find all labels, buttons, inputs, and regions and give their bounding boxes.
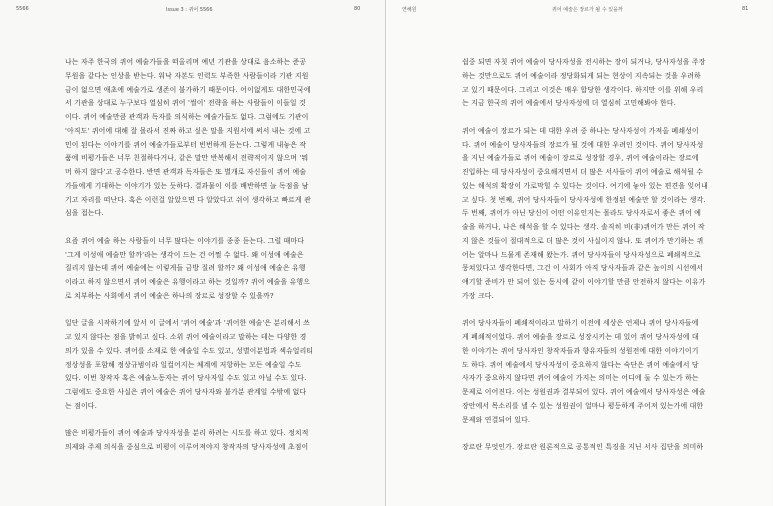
right-page [386,0,772,506]
running-head [386,6,772,18]
paragraph: 요즘 퀴어 예술 하는 사람들이 너무 많다는 이야기를 종종 듣는다. 그럴 때마다 '그게 이성애 예술만 할까'라는 생각이 드는 건 어쩔 수 없다. 왜 이성애 예술은 질리지 않는데 퀴어 예술에는 이렇게들 금방 질려 할까? 왜 이성애 예술은 유행 이라고 하지 않으면서 퀴어 예술은 유행이라고 하는 것일까? 퀴어 예술을 유행으 로 치부하는 사회에서 퀴어 예술은 하나의 장르로 성장할 수 있을까? [65,236,311,300]
paragraph: 퀴어 당사자들이 폐쇄적이라고 말하기 이전에 세상은 언제나 퀴어 당사자들에 게 폐쇄적이었다. 퀴어 예술을 장르로 성장시키는 데 있어 퀴어 당사자성에 대 한 이야기는 퀴어 당사자인 창작자들과 향유자들의 성원전에 대한 이야기이기 도 하다. 퀴어 예술에서 당사자성이 중요하지 않다는 숙단은 퀴어 예술에서 당 사자가 중요하지 않다면 퀴어 예술이 가지는 의미는 어디에 둘 수 있는가 하는 문제로 이어진다. 이는 성원권과 결부되어 있다. 퀴어 예술에서 당사자성은 예술 장안에서 목소리를 낼 수 있는 성원권이 얼마나 평등하게 주어져 있는가에 대한 문제와 연결되어 있다. [462,319,706,424]
paragraph: 퀴어 예술이 장르가 되는 데 대한 우려 중 하나는 당사자성이 가져올 폐쇄성이 다. 퀴어 예술이 당사자들의 장르가 될 것에 대한 우려인 것이다. 퀴어 당사자성 을 지닌 예술가들로 퀴어 예술이 장르로 성장할 경우, 퀴어 예술이라는 장르에 진입하는 데 당사자성이 중요해지면서 더 많은 서사들이 퀴어 예술로 해석될 수 있는 해석의 확장이 가로막힐 수 있다는 것이다. 여기에 놓아 있는 편견을 잊어내 고 싶다. 첫 번째, 퀴어 당사자들이 당사자성에 한정된 예술만 할 것이라는 생각. 두 번째, 퀴어가 아닌 당신이 어떤 이유인지는 몰라도 당사자로서 좋은 퀴어 예 술을 하거나, 나은 해석을 할 수 있다는 생각. 솔직히 비(非)퀴어가 만든 퀴어 작 지 않은 것들이 절대적으로 더 많은 것이 사실이지 않나. 또 퀴어가 만기하는 퀴 어는 알마나 드물게 존재해 왔는가. 퀴어 당사자들이 당사자성으로 폐쇄적으로 뭉쳐있다고 생각한다면, 그건 이 사회가 아직 당사자들과 같은 높이의 시선에서 얘기할 준비가 안 되어 있는 동시에 같이 이야기할 만큼 안전하지 않다는 이유가 가장 크다. [462,126,708,300]
issue-label: Issue 3 : 퀴어 5566 [166,7,213,13]
body-text [65,56,323,469]
paragraph: 쉽중 되면 자칫 퀴어 예술이 당사자성을 전시하는 장이 되거나, 당사자성을 주장 하는 것만으로도 퀴어 예술이라 정당화되게 되는 현상이 지속되는 것을 우려하 고 있기 때문이다. 그리고 이것은 매우 합당한 생각이다. 하지만 이를 위해 우리 는 지금 한국의 퀴어 예술에서 당사자성에 더 열심히 고민해봐야 한다. [462,58,706,108]
body-text [462,56,724,469]
article-title: 퀴어 예술은 장르가 될 수 있을까 [552,7,623,13]
page-number: 80 [354,6,361,12]
paragraph: 일단 글을 시작하기에 앞서 이 글에서 '퀴어 예술'과 '퀴어한 예술'은 분리해서 쓰 고 있지 않다는 점을 밝히고 싶다. 소위 퀴어 예술이라고 말하는 데는 다양한 경 의가 있을 수 있다. 퀴어를 소재로 한 예술일 수도 있고, 성별이분법과 섹슈얼리티 정상성을 포함해 정상규범이라 일컬어지는 체계에 저항하는 모든 예술일 수도 있다. 이번 창작자 혹은 예술노동자는 퀴어 당사자일 수도 있고 아닐 수도 있다. 그럼에도 중요한 사실은 퀴어 예술은 퀴어 당사자와 불가분 관계일 수밖에 없다 는 점이다. [65,319,314,410]
author-label: 연해원 [402,7,417,13]
page-number: 81 [742,6,749,12]
paragraph: 많은 비평가들이 퀴어 예술과 당사자성을 분리 하려는 시도를 하고 있다. 정치적 의제와 주제 의식을 중심으로 비평이 이루어져야지 창작자의 당사자성에 초점이 [65,429,309,451]
left-page [0,0,386,506]
running-head [0,6,385,18]
paragraph: 나는 자주 한국의 퀴어 예술가들을 떠올리며 예년 기관을 상대로 음소하는 준공 무원을 같다는 인상을 받는다. 워낙 자본도 인력도 부족한 사람들이라 기관 지원 금이 없으면 애초에 예술가로 생존이 불가하기 때문이다. 어이없게도 대한민국에 서 기관을 상대로 누구보다 열심히 퀴어 '썰이' 전략을 하는 사람들이 이들일 것 이다. 퀴어 예술만큼 관객과 독자를 의식하는 예술가들도 없다. 그럼에도 기관이 '아직도' 퀴어에 대해 잘 몰라서 진짜 하고 싶은 말을 지원서에 써서 내는 것에 고 민이 된다는 이야기를 퀴어 예술가들로부터 빈번하게 듣는다. 그렇게 내놓은 작 품에 비평가들은 너무 친절하다거나, 같은 말만 반복해서 전략적이지 않으며 '뭐 머 하지 않다'고 공수한다. 반면 관객과 독자들은 또 별개로 자신들이 퀴어 예술 가들에게 기대하는 이야기가 있는 듯하다. 결과물이 이를 배반하면 늘 독점을 남 기고 자리를 떠난다. 혹은 이런걸 알았으면 다 알았다고 쉬이 생각하고 빠르게 관 심을 접는다. [65,58,311,218]
paragraph: 장르란 무엇인가. 장르란 원론적으로 공통적인 특징을 지닌 서사 집단을 의미하 [462,443,704,451]
series-label: 5566 [16,6,29,12]
